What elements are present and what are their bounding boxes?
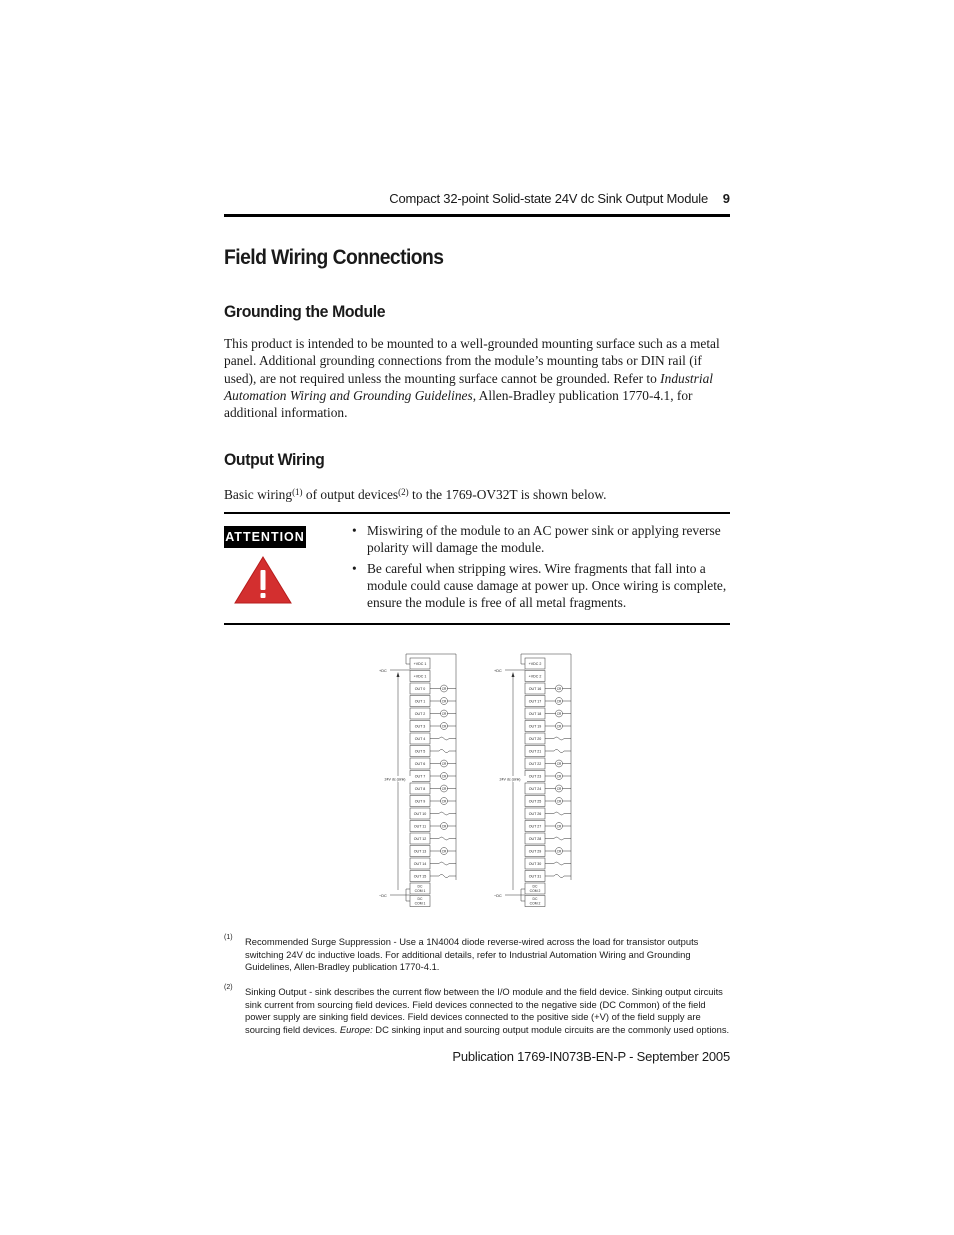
terminal-label: DC <box>417 884 423 889</box>
terminal-label: +VDC 2 <box>528 674 542 679</box>
relay-label: CR <box>556 724 562 729</box>
terminal-label: OUT 14 <box>413 862 427 867</box>
terminal-label: OUT 4 <box>414 737 426 742</box>
relay-label: CR <box>441 849 447 854</box>
terminal-label: OUT 17 <box>528 699 542 704</box>
header-rule <box>224 214 730 217</box>
relay-label: CR <box>441 686 447 691</box>
terminal-label: OUT 7 <box>414 774 426 779</box>
attention-item: • Miswiring of the module to an AC power sink or applying reverse polarity will damage the module. <box>352 522 732 557</box>
minus-dc-label: −DC <box>494 894 502 898</box>
publication-footer: Publication 1769-IN073B-EN-P - September 2005 <box>452 1049 730 1064</box>
terminal-label: OUT 12 <box>413 837 427 842</box>
relay-label: CR <box>441 774 447 779</box>
relay-label: CR <box>556 849 562 854</box>
relay-label: CR <box>556 699 562 704</box>
attention-bottom-rule <box>224 623 730 625</box>
terminal-label: OUT 23 <box>528 774 542 779</box>
minus-dc-label: −DC <box>379 894 387 898</box>
relay-label: CR <box>441 786 447 791</box>
footnote-2: Sinking Output - sink describes the current flow between the I/O module and the field device. Sinking output circuits sink current from sourcing field devices. Field devices connected to the negative side (DC Common) of the field power supply are sinking field devices. Field devices connected to the positive side (+V) of the field supply are sourcing field devices. Europe: DC sinking input and sourcing output module circuits are the commonly used options. <box>245 986 730 1035</box>
footnote-ref-2: (2) <box>398 487 409 497</box>
terminal-label: DC <box>417 897 423 901</box>
terminal-label: OUT 20 <box>528 737 542 742</box>
warning-triangle-icon <box>234 556 292 604</box>
footnote-1: Recommended Surge Suppression - Use a 1N4004 diode reverse-wired across the load for transistor outputs switching 24V dc inductive loads. For additional details, refer to Industrial Automation Wiring and Grounding Guidelines, Allen-Bradley publication 1770-4.1. <box>245 936 699 972</box>
page-number: 9 <box>722 191 730 206</box>
terminal-label: OUT 5 <box>414 749 426 754</box>
terminal-label: COM 2 <box>529 901 541 906</box>
wiring-group-2 <box>493 654 571 907</box>
terminal-label: OUT 9 <box>414 799 426 804</box>
relay-label: CR <box>556 799 562 804</box>
terminal-label: OUT 31 <box>528 874 542 879</box>
voltage-label: 24V dc (sink) <box>499 777 521 782</box>
terminal-label: OUT 28 <box>528 837 542 842</box>
terminal-label: OUT 25 <box>528 799 542 804</box>
attention-badge: ATTENTION <box>224 526 306 548</box>
terminal-label: +VDC 2 <box>528 662 542 667</box>
footnote-mark-2: (2) <box>224 984 233 991</box>
terminal-label: OUT 11 <box>413 824 427 829</box>
relay-label: CR <box>556 711 562 716</box>
output-wiring-intro: Basic wiring$^{(1)}$ of output devices$^{(2)}$ to the 1769-OV32T is shown below. <box>224 487 607 502</box>
terminal-label: OUT 27 <box>528 824 542 829</box>
footnote-2-emphasis: Europe: <box>339 1023 373 1035</box>
relay-label: CR <box>441 711 447 716</box>
terminal-label: OUT 18 <box>528 712 542 717</box>
grounding-reference-title: Industrial Automation Wiring and Grounding Guidelines <box>224 370 713 403</box>
terminal-label: OUT 30 <box>528 862 542 867</box>
grounding-paragraph: This product is intended to be mounted to a well-grounded mounting surface such as a metal panel. Additional grounding connections from the module’s mounting tabs or DIN rail (if used), are not required unless the mounting surface cannot be grounded. Refer to Industrial Automation Wiring and Grounding Guidelines, Allen-Bradley publication 1770-4.1, for additional information. <box>224 336 720 421</box>
terminal-label: OUT 24 <box>528 787 542 792</box>
relay-label: CR <box>556 761 562 766</box>
relay-label: CR <box>556 824 562 829</box>
relay-label: CR <box>441 699 447 704</box>
wiring-group-1 <box>378 654 456 907</box>
relay-label: CR <box>556 786 562 791</box>
relay-label: CR <box>441 799 447 804</box>
terminal-label: OUT 6 <box>414 762 426 767</box>
attention-top-rule <box>224 512 730 514</box>
relay-label: CR <box>556 774 562 779</box>
terminal-label: COM 1 <box>414 901 426 906</box>
terminal-label: OUT 26 <box>528 812 542 817</box>
plus-dc-label: +DC <box>494 669 502 673</box>
terminal-label: +VDC 1 <box>413 674 427 679</box>
terminal-label: DC <box>532 884 538 889</box>
attention-list <box>352 522 732 614</box>
terminal-label: OUT 19 <box>528 724 542 729</box>
wiring-diagram <box>376 650 586 915</box>
terminal-label: OUT 21 <box>528 749 542 754</box>
terminal-label: +VDC 1 <box>413 662 427 667</box>
terminal-label: OUT 3 <box>414 724 426 729</box>
page-header <box>224 190 730 210</box>
relay-label: CR <box>441 824 447 829</box>
terminal-label: OUT 1 <box>414 699 426 704</box>
terminal-label: OUT 2 <box>414 712 426 717</box>
voltage-label: 24V dc (sink) <box>384 777 406 782</box>
footnote-mark-1: (1) <box>224 934 233 941</box>
relay-label: CR <box>441 724 447 729</box>
terminal-label: OUT 29 <box>528 849 542 854</box>
terminal-label: DC <box>532 897 538 901</box>
terminal-label: COM 2 <box>529 889 541 894</box>
attention-item: • Be careful when stripping wires. Wire fragments that fall into a module could cause damage at power up. Once wiring is complete, ensure the module is free of all metal fragments. <box>352 560 732 612</box>
terminal-label: OUT 0 <box>414 687 426 692</box>
plus-dc-label: +DC <box>379 669 387 673</box>
header-title: Compact 32-point Solid-state 24V dc Sink Output Module <box>389 191 708 206</box>
footnote-ref-1: (1) <box>292 487 303 497</box>
relay-label: CR <box>556 686 562 691</box>
relay-label: CR <box>441 761 447 766</box>
grounding-heading: Grounding the Module <box>224 302 386 321</box>
terminal-label: OUT 10 <box>413 812 427 817</box>
output-wiring-heading: Output Wiring <box>224 450 325 469</box>
terminal-label: OUT 16 <box>528 687 542 692</box>
terminal-label: COM 1 <box>414 889 426 894</box>
terminal-label: OUT 15 <box>413 874 427 879</box>
terminal-label: OUT 8 <box>414 787 426 792</box>
section-title: Field Wiring Connections <box>224 246 444 269</box>
terminal-label: OUT 13 <box>413 849 427 854</box>
terminal-label: OUT 22 <box>528 762 542 767</box>
